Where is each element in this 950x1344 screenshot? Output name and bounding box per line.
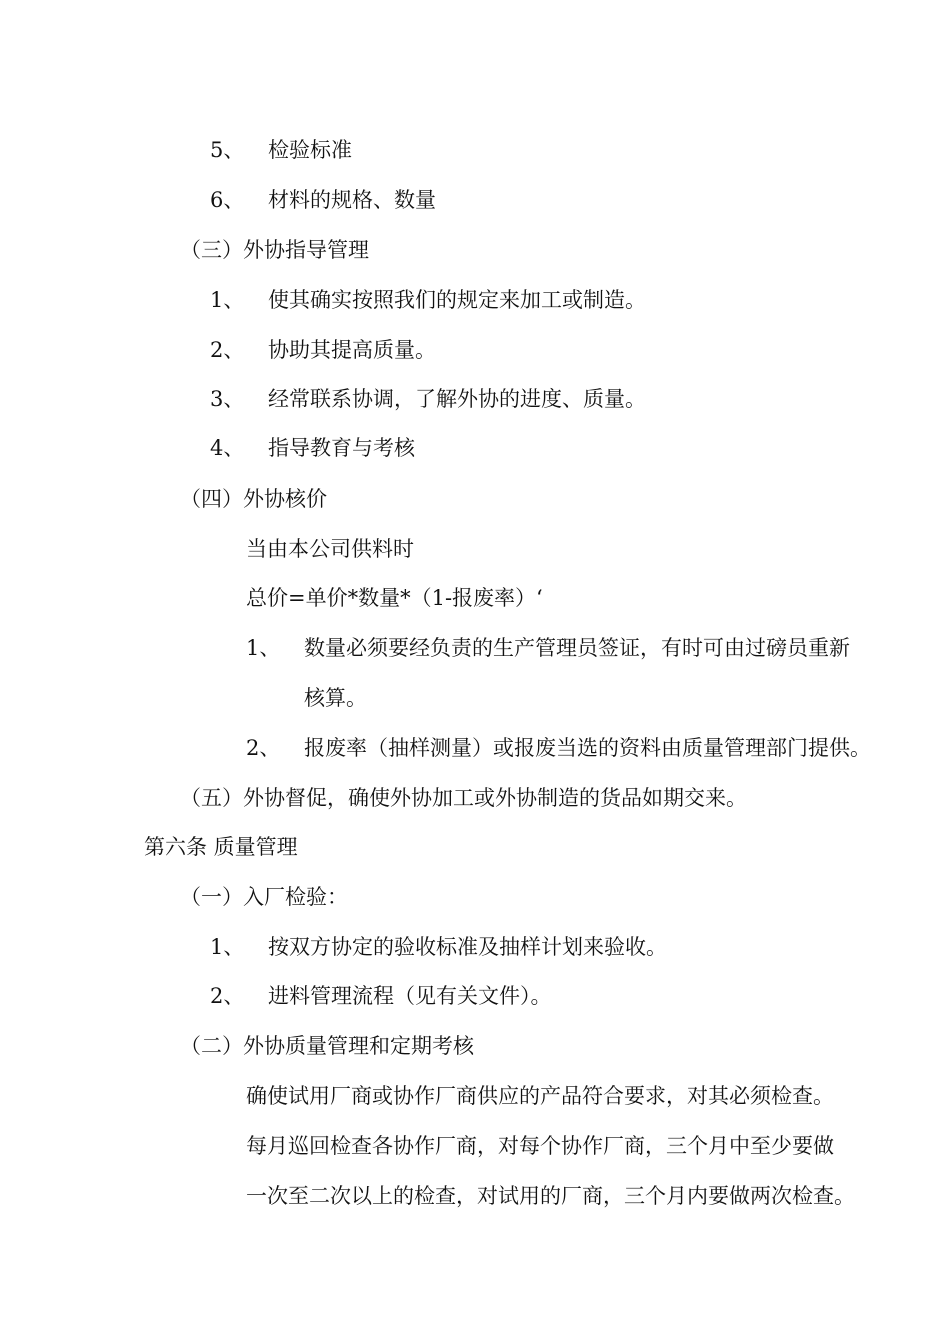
item-number: 6、 — [210, 188, 245, 212]
list-item — [210, 932, 667, 962]
item-text: 报废率（抽样测量）或报废当选的资料由质量管理部门提供。 — [304, 736, 871, 760]
item-number: 1、 — [210, 935, 245, 959]
formula: 总价=单价*数量*（1-报废率）‘ — [246, 586, 543, 610]
item-text: 检验标准 — [268, 138, 352, 162]
item-text: 进料管理流程（见有关文件）。 — [268, 984, 552, 1008]
item-text: 指导教育与考核 — [268, 436, 415, 460]
item-number: 3、 — [210, 387, 245, 411]
item-number: 2、 — [210, 984, 245, 1008]
section-heading: （三）外协指导管理 — [180, 238, 369, 262]
paragraph: 确使试用厂商或协作厂商供应的产品符合要求，对其必须检查。 — [246, 1084, 834, 1108]
article-heading: 第六条 质量管理 — [144, 835, 298, 859]
item-number: 5、 — [210, 138, 245, 162]
item-number: 1、 — [246, 636, 281, 660]
item-number: 2、 — [210, 338, 245, 362]
list-item — [210, 981, 552, 1011]
list-item — [210, 335, 436, 365]
item-number: 2、 — [246, 736, 281, 760]
section-heading: （五）外协督促，确使外协加工或外协制造的货品如期交来。 — [180, 786, 747, 810]
list-item — [210, 285, 646, 315]
list-item — [210, 185, 436, 215]
item-number: 4、 — [210, 436, 245, 460]
list-item — [210, 135, 352, 165]
list-item — [210, 433, 415, 463]
list-item — [246, 733, 871, 763]
item-text: 按双方协定的验收标准及抽样计划来验收。 — [268, 935, 667, 959]
item-text: 协助其提高质量。 — [268, 338, 436, 362]
item-text: 材料的规格、数量 — [268, 188, 436, 212]
list-item — [246, 633, 850, 663]
section-heading: （四）外协核价 — [180, 487, 327, 511]
section-heading: （一）入厂检验： — [180, 885, 348, 909]
paragraph: 每月巡回检查各协作厂商，对每个协作厂商，三个月中至少要做 — [246, 1134, 834, 1158]
item-text: 经常联系协调，了解外协的进度、质量。 — [268, 387, 646, 411]
item-text: 使其确实按照我们的规定来加工或制造。 — [268, 288, 646, 312]
section-heading: （二）外协质量管理和定期考核 — [180, 1034, 474, 1058]
paragraph: 一次至二次以上的检查，对试用的厂商，三个月内要做两次检查。 — [246, 1184, 855, 1208]
item-text: 数量必须要经负责的生产管理员签证，有时可由过磅员重新 — [304, 636, 850, 660]
paragraph: 当由本公司供料时 — [246, 537, 414, 561]
list-item — [210, 384, 646, 414]
item-number: 1、 — [210, 288, 245, 312]
item-text-continued: 核算。 — [304, 686, 367, 710]
